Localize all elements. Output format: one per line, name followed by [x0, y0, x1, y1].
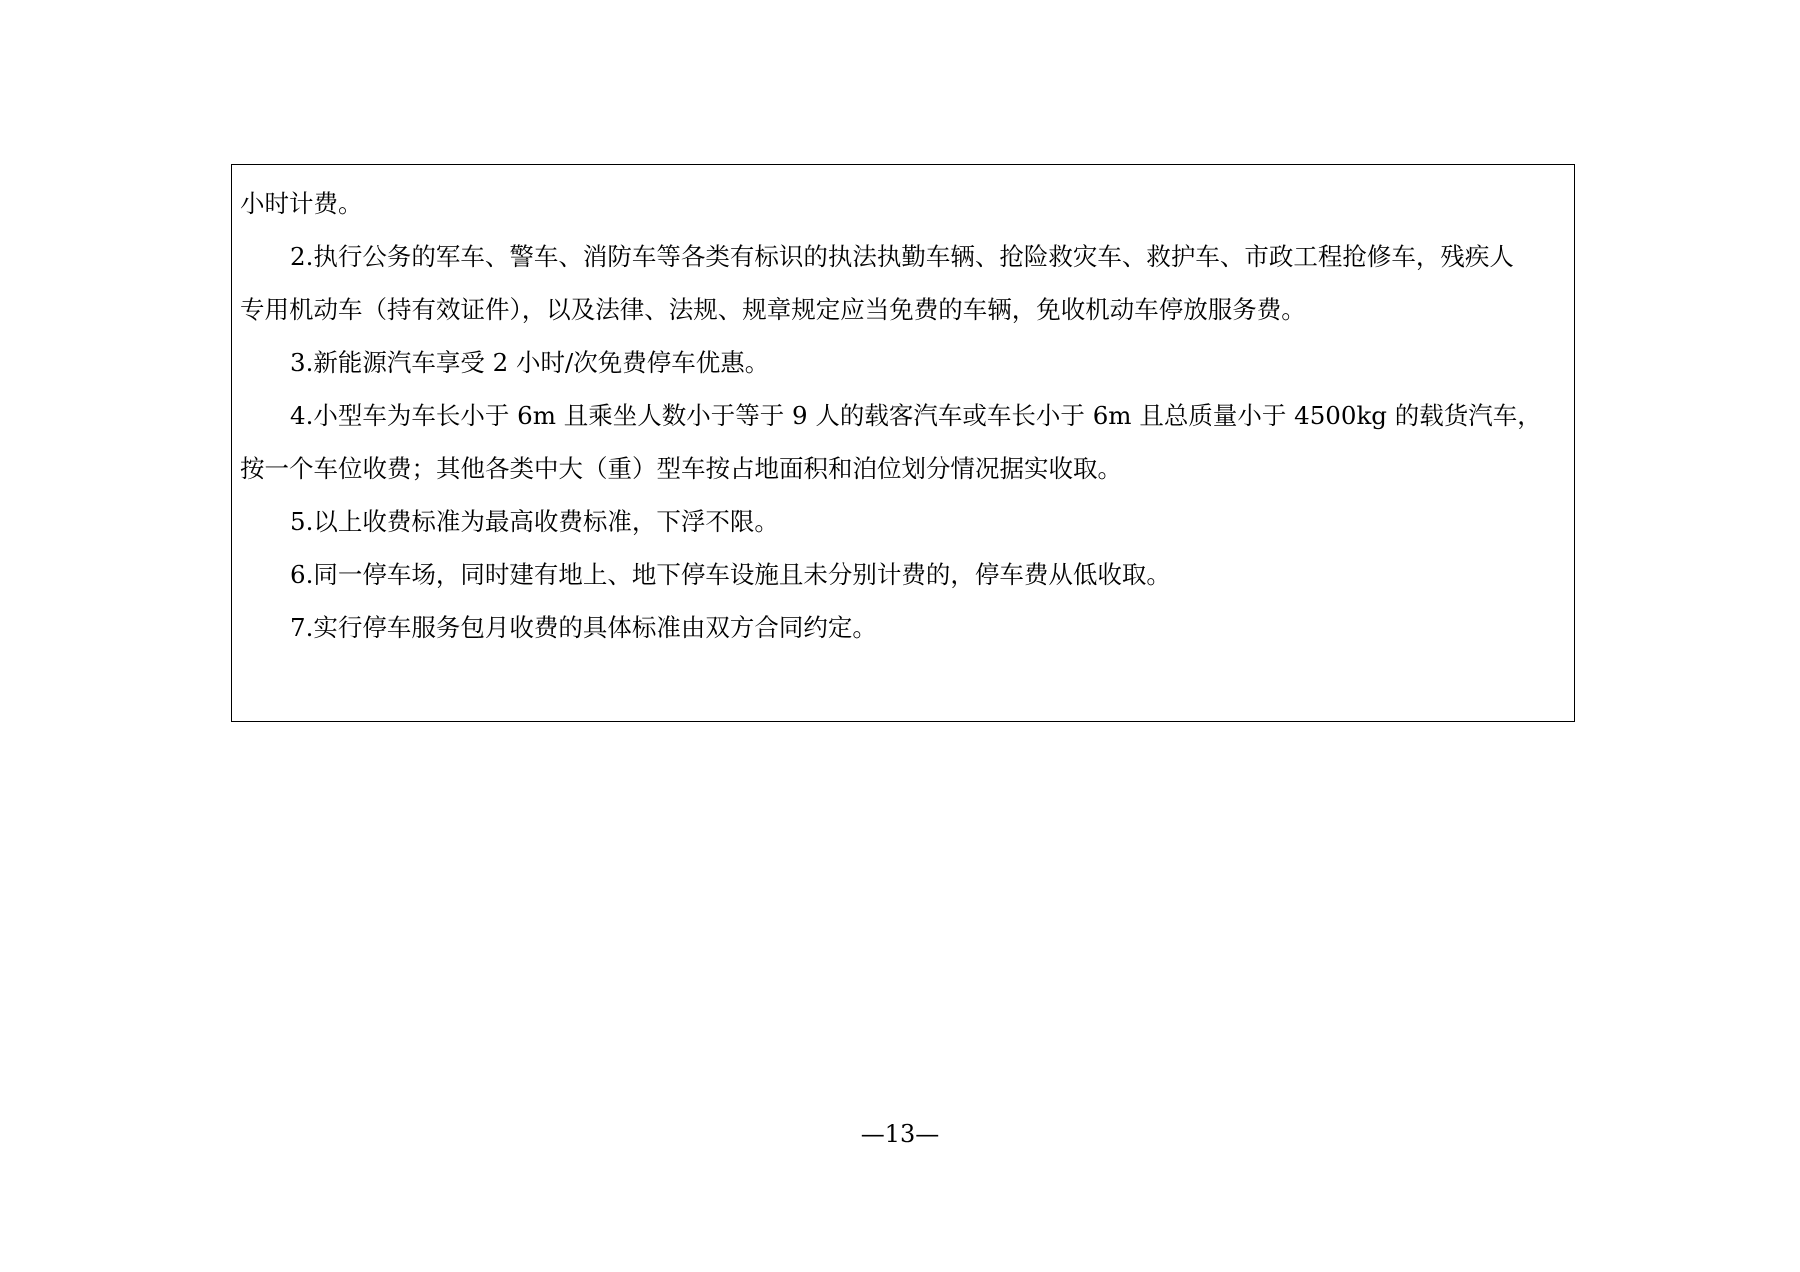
note-item-4: 4.小型车为车长小于 6m 且乘坐人数小于等于 9 人的载客汽车或车长小于 6m 且总质量小于 4500kg 的载货汽车， [290, 401, 1542, 430]
note-item-7: 7.实行停车服务包月收费的具体标准由双方合同约定。 [290, 613, 877, 642]
note-item-5: 5.以上收费标准为最高收费标准，下浮不限。 [290, 507, 779, 536]
note-item-6: 6.同一停车场，同时建有地上、地下停车设施且未分别计费的，停车费从低收取。 [290, 560, 1171, 589]
note-item-2: 2.执行公务的军车、警车、消防车等各类有标识的执法执勤车辆、抢险救灾车、救护车、市政工程抢修车，残疾人 [290, 242, 1514, 271]
page-number: —13— [860, 1120, 940, 1148]
note-line-continuation: 小时计费。 [240, 189, 363, 218]
note-item-4-continuation: 按一个车位收费；其他各类中大（重）型车按占地面积和泊位划分情况据实收取。 [240, 454, 1122, 483]
note-item-3: 3.新能源汽车享受 2 小时/次免费停车优惠。 [290, 348, 770, 377]
note-item-2-continuation: 专用机动车（持有效证件），以及法律、法规、规章规定应当免费的车辆，免收机动车停放服务费。 [240, 295, 1306, 324]
notes-table-cell [231, 164, 1575, 722]
